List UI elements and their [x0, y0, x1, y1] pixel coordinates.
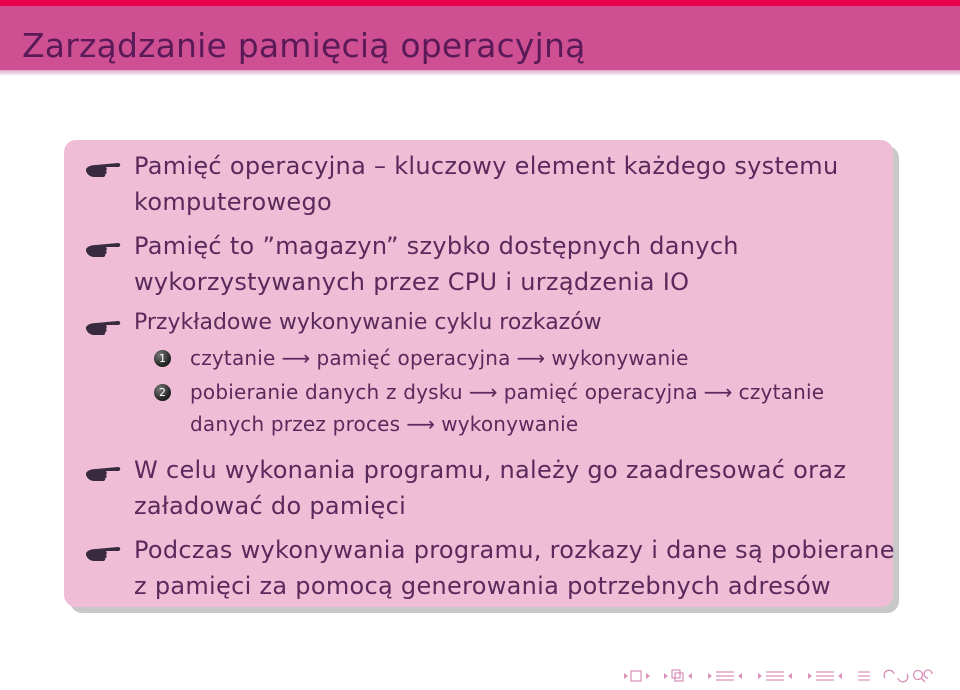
pointing-hand-icon [84, 540, 124, 562]
slide-title: Zarządzanie pamięcią operacyjną [22, 26, 586, 65]
bullet-line: załadować do pamięci [134, 492, 407, 520]
bullet-line: Przykładowe wykonywanie cyklu rozkazów [134, 310, 602, 335]
step-part: pamięć operacyjna [316, 346, 511, 370]
nav-align-icon[interactable] [856, 669, 872, 683]
step-line [190, 408, 578, 440]
step-line [190, 342, 689, 374]
arrow-right-icon: ⟶ [281, 346, 311, 370]
nav-subsection-icon[interactable] [806, 669, 846, 683]
pointing-hand-icon [84, 236, 124, 258]
step-part: danych przez proces [190, 412, 401, 436]
bullet-line: Pamięć to ”magazyn” szybko dostępnych danych [134, 232, 739, 260]
step-part: wykonywanie [551, 346, 689, 370]
nav-prev-section-icon[interactable] [706, 669, 746, 683]
step-part: pamięć operacyjna [503, 380, 698, 404]
pointing-hand-icon [84, 314, 124, 336]
arrow-right-icon: ⟶ [406, 412, 436, 436]
bullet-line: W celu wykonania programu, należy go zaadresować oraz [134, 456, 847, 484]
step-part: wykonywanie [441, 412, 579, 436]
beamer-navigation-bar [622, 666, 956, 686]
bullet-line: Pamięć operacyjna – kluczowy element każdego systemu [134, 152, 839, 180]
step-part: pobieranie danych z dysku [190, 380, 463, 404]
nav-section-icon[interactable] [756, 669, 796, 683]
bullet-line: wykorzystywanych przez CPU i urządzenia IO [134, 268, 690, 296]
content-block [64, 140, 893, 607]
step-number-badge: 1 [154, 350, 171, 367]
bullet-line: Podczas wykonywania programu, rozkazy i dane są pobierane [134, 536, 895, 564]
nav-prev-frame-icon[interactable] [622, 669, 652, 683]
arrow-right-icon: ⟶ [468, 380, 498, 404]
arrow-right-icon: ⟶ [516, 346, 546, 370]
bullet-line: komputerowego [134, 188, 332, 216]
nav-frame-icon[interactable] [662, 669, 696, 683]
step-line [190, 376, 824, 408]
pointing-hand-icon [84, 460, 124, 482]
arrow-right-icon: ⟶ [703, 380, 733, 404]
bullet-line: z pamięci za pomocą generowania potrzebnych adresów [134, 572, 831, 600]
title-bar [0, 6, 960, 70]
step-number-badge: 2 [154, 384, 171, 401]
step-part: czytanie [190, 346, 276, 370]
pointing-hand-icon [84, 156, 124, 178]
nav-search-icon[interactable] [882, 668, 934, 684]
step-part: czytanie [738, 380, 825, 404]
title-bar-shadow [0, 70, 960, 76]
